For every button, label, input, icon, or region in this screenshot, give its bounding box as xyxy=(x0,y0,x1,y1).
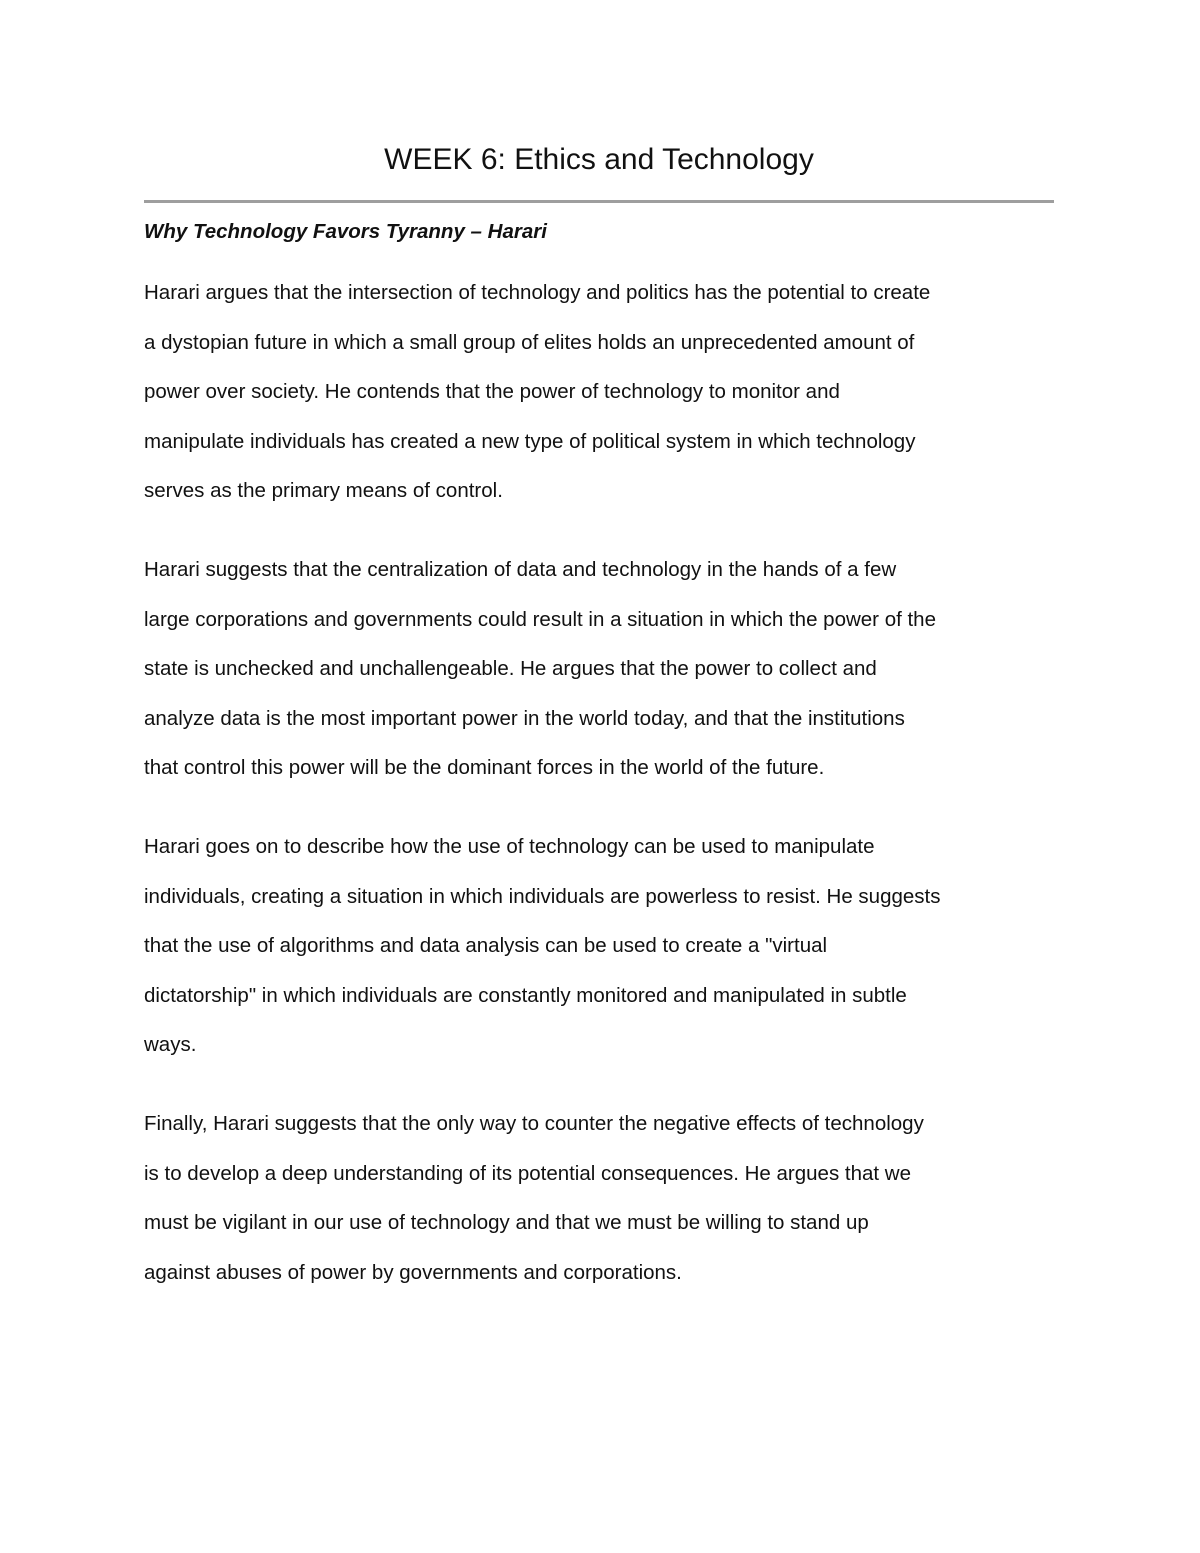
text-line: serves as the primary means of control. xyxy=(144,479,503,502)
section-heading: Why Technology Favors Tyranny – Harari xyxy=(144,220,547,243)
text-line: must be vigilant in our use of technology and that we must be willing to stand up xyxy=(144,1211,869,1234)
text-line: individuals, creating a situation in which individuals are powerless to resist. He suggests xyxy=(144,884,941,908)
paragraph-2 xyxy=(144,545,1074,793)
text-line: is to develop a deep understanding of its potential consequences. He argues that we xyxy=(144,1161,911,1185)
text-line: Harari suggests that the centralization of data and technology in the hands of a few xyxy=(144,558,897,581)
text-line: against abuses of power by governments and corporations. xyxy=(144,1260,682,1284)
text-line: that the use of algorithms and data analysis can be used to create a "virtual xyxy=(144,934,828,957)
paragraph-4 xyxy=(144,1099,1074,1297)
title-divider xyxy=(144,200,1054,203)
text-line: large corporations and governments could result in a situation in which the power of the xyxy=(144,607,936,631)
text-line: dictatorship" in which individuals are constantly monitored and manipulated in subtle xyxy=(144,983,907,1007)
text-line: power over society. He contends that the power of technology to monitor and xyxy=(144,380,840,403)
text-line: Harari argues that the intersection of technology and politics has the potential to create xyxy=(144,281,931,304)
text-line: state is unchecked and unchallengeable. He argues that the power to collect and xyxy=(144,657,877,680)
paragraph-3 xyxy=(144,822,1074,1070)
text-line: that control this power will be the dominant forces in the world of the future. xyxy=(144,756,825,779)
paragraph-1 xyxy=(144,268,1074,516)
text-line: a dystopian future in which a small group of elites holds an unprecedented amount of xyxy=(144,330,915,354)
text-line: Harari goes on to describe how the use of technology can be used to manipulate xyxy=(144,835,875,858)
text-line: analyze data is the most important power in the world today, and that the institutions xyxy=(144,706,905,730)
text-line: manipulate individuals has created a new type of political system in which technology xyxy=(144,429,916,453)
text-line: Finally, Harari suggests that the only way to counter the negative effects of technology xyxy=(144,1112,924,1135)
text-line: ways. xyxy=(144,1033,197,1056)
document-title: WEEK 6: Ethics and Technology xyxy=(384,143,814,176)
